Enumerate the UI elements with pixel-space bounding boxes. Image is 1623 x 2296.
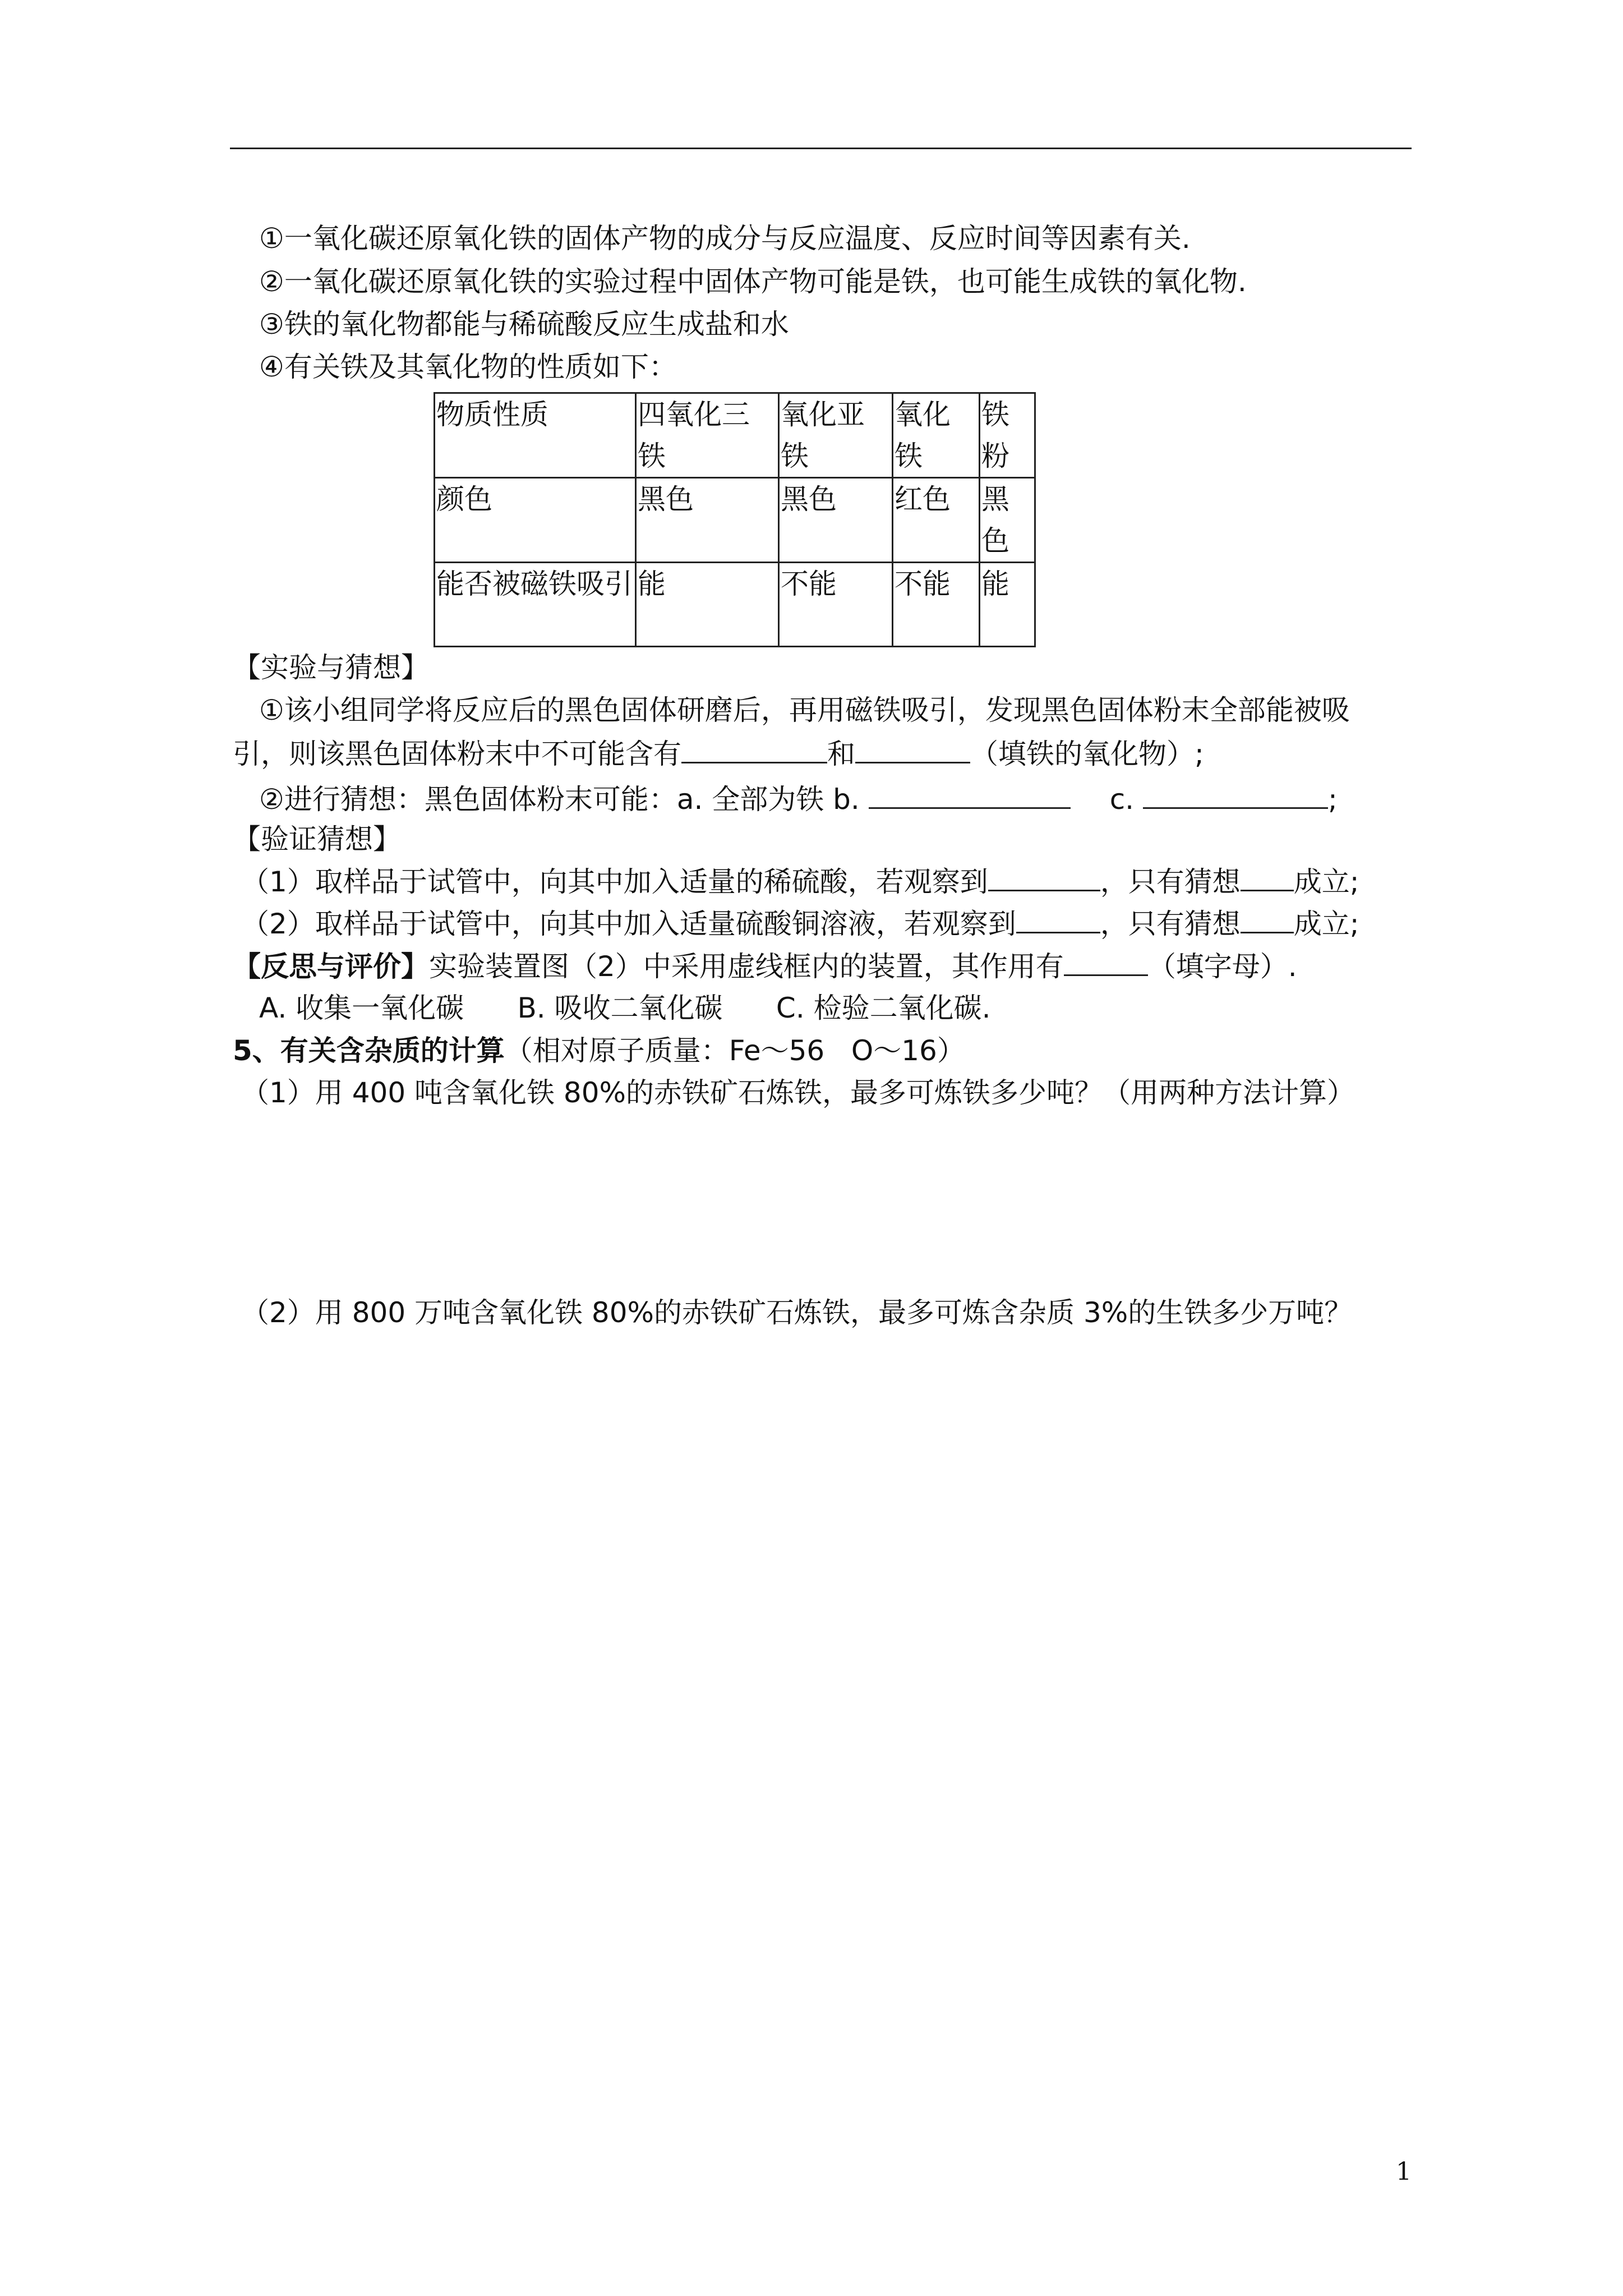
table-cell: 氧化亚铁 <box>779 393 893 478</box>
table-row <box>435 478 1035 563</box>
answer-blank[interactable] <box>1241 906 1294 933</box>
experiment-q1-line1: ①该小组同学将反应后的黑色固体研磨后，再用磁铁吸引，发现黑色固体粉末全部能被吸 <box>259 694 1350 726</box>
experiment-q2 <box>259 781 1338 816</box>
verify-item-2 <box>241 906 1359 941</box>
answer-blank[interactable] <box>1143 781 1328 809</box>
text: 和 <box>827 738 855 770</box>
verify-item-1 <box>241 864 1359 899</box>
header-rule <box>230 148 1412 149</box>
text: （填铁的氧化物）; <box>970 738 1204 770</box>
text: （1）取样品于试管中，向其中加入适量的稀硫酸，若观察到 <box>241 866 988 898</box>
table-cell: 黑色 <box>779 478 893 563</box>
answer-blank[interactable] <box>869 781 1071 809</box>
text: ; <box>1327 783 1338 816</box>
table-cell: 铁粉 <box>980 393 1035 478</box>
info-item-2: ②一氧化碳还原氧化铁的实验过程中固体产物可能是铁，也可能生成铁的氧化物. <box>259 265 1247 298</box>
text: 实验装置图（2）中采用虚线框内的装置，其作用有 <box>429 950 1064 983</box>
text: （填字母）. <box>1147 950 1297 983</box>
text: 成立; <box>1293 908 1359 940</box>
page-number: 1 <box>1396 2157 1412 2186</box>
table-cell: 黑色 <box>980 478 1035 563</box>
table-cell: 能 <box>980 563 1035 647</box>
text: c. <box>1109 783 1135 816</box>
text: 引，则该黑色固体粉末中不可能含有 <box>233 738 681 770</box>
answer-blank[interactable] <box>681 736 827 763</box>
text: ②进行猜想：黑色固体粉末可能：a. 全部为铁 b. <box>259 783 860 816</box>
table-header-row <box>435 393 1035 478</box>
table-cell: 四氧化三铁 <box>636 393 779 478</box>
section5-note: （相对原子质量：Fe～56 O～16） <box>504 1034 965 1067</box>
answer-blank[interactable] <box>855 736 970 763</box>
iron-oxide-properties-table <box>434 392 1036 647</box>
verify-heading: 【验证猜想】 <box>233 823 401 855</box>
reflect-line <box>233 949 1297 983</box>
table-cell: 红色 <box>893 478 980 563</box>
table-cell: 颜色 <box>435 478 636 563</box>
experiment-q1-line2 <box>233 736 1204 771</box>
text: ，只有猜想 <box>1100 908 1241 940</box>
problem-1: （1）用 400 吨含氧化铁 80%的赤铁矿石炼铁，最多可炼铁多少吨？（用两种方法计算） <box>241 1076 1355 1109</box>
experiment-heading: 【实验与猜想】 <box>233 651 429 684</box>
table-cell: 不能 <box>779 563 893 647</box>
section5-title-line <box>233 1034 965 1068</box>
answer-blank[interactable] <box>1016 906 1100 933</box>
text: ，只有猜想 <box>1100 866 1241 898</box>
table-cell: 氧化铁 <box>893 393 980 478</box>
reflect-heading: 【反思与评价】 <box>233 950 429 983</box>
reflect-options: A. 收集一氧化碳 B. 吸收二氧化碳 C. 检验二氧化碳. <box>259 992 991 1024</box>
table-cell: 黑色 <box>636 478 779 563</box>
text: （2）取样品于试管中，向其中加入适量硫酸铜溶液，若观察到 <box>241 908 1016 940</box>
table-row <box>435 563 1035 647</box>
table-cell: 能否被磁铁吸引 <box>435 563 636 647</box>
answer-blank[interactable] <box>1064 949 1148 976</box>
answer-blank[interactable] <box>1241 864 1294 891</box>
info-item-4: ④有关铁及其氧化物的性质如下： <box>259 351 677 383</box>
problem-2: （2）用 800 万吨含氧化铁 80%的赤铁矿石炼铁，最多可炼含杂质 3%的生铁多少万吨？ <box>241 1296 1353 1329</box>
section5-title: 5、有关含杂质的计算 <box>233 1034 505 1067</box>
table-cell: 能 <box>636 563 779 647</box>
answer-blank[interactable] <box>988 864 1100 891</box>
info-item-1: ①一氧化碳还原氧化铁的固体产物的成分与反应温度、反应时间等因素有关. <box>259 222 1191 255</box>
text: 成立; <box>1293 866 1359 898</box>
info-item-3: ③铁的氧化物都能与稀硫酸反应生成盐和水 <box>259 308 789 341</box>
table-cell: 物质性质 <box>435 393 636 478</box>
table-cell: 不能 <box>893 563 980 647</box>
